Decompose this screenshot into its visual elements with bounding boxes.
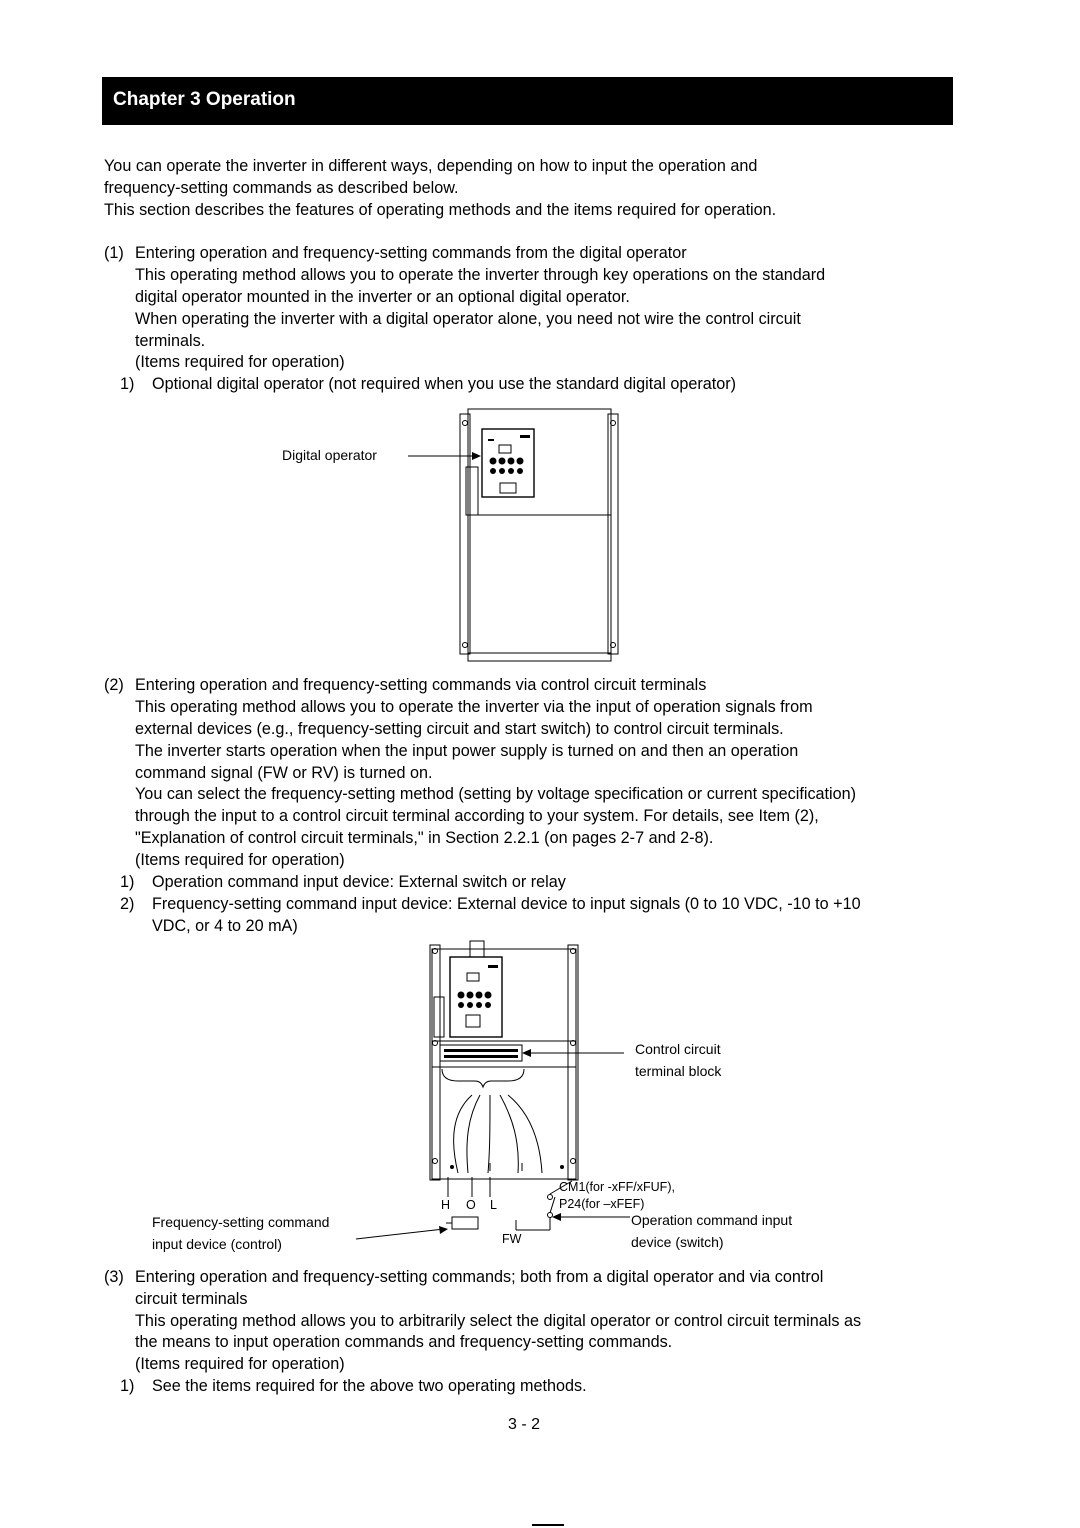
digital-operator-label: Digital operator <box>282 447 377 463</box>
op-device-label-2: device (switch) <box>631 1234 724 1250</box>
fw-label: FW <box>502 1232 522 1246</box>
cm1-label: CM1(for -xFF/xFUF), <box>559 1180 675 1194</box>
section3-items-label: (Items required for operation) <box>135 1355 345 1373</box>
section1-paragraph-line: terminals. <box>135 332 206 350</box>
terminal-o-label: O <box>466 1198 476 1212</box>
op-device-label-1: Operation command input <box>631 1212 793 1228</box>
section1-paragraph-line: When operating the inverter with a digital operator alone, you need not wire the control circuit <box>135 310 801 328</box>
page-number: 3 - 2 <box>508 1416 541 1433</box>
section2-paragraph-line: command signal (FW or RV) is turned on. <box>135 764 433 782</box>
intro-line-3: This section describes the features of operating methods and the items required for operation. <box>104 201 777 219</box>
section2-number: (2) <box>104 676 124 694</box>
chapter-banner <box>102 77 953 125</box>
freq-device-label-2: input device (control) <box>152 1236 282 1252</box>
section2-item2-number: 2) <box>120 895 135 913</box>
section1-heading: Entering operation and frequency-setting commands from the digital operator <box>135 244 687 262</box>
bottom-rule <box>532 1524 564 1526</box>
section3-item1-number: 1) <box>120 1377 135 1395</box>
terminal-l-label: L <box>490 1198 497 1212</box>
section1-paragraph-line: This operating method allows you to operate the inverter through key operations on the standard <box>135 266 826 284</box>
inverter-figure-2 <box>340 935 760 1255</box>
section3-paragraph-line: This operating method allows you to arbitrarily select the digital operator or control circuit terminals as <box>135 1312 862 1330</box>
section2-heading: Entering operation and frequency-setting commands via control circuit terminals <box>135 676 707 694</box>
section2-paragraph-line: through the input to a control circuit terminal according to your system. For details, see Item (2), <box>135 807 819 825</box>
intro-line-2: frequency-setting commands as described below. <box>104 179 459 197</box>
section1-paragraph-line: digital operator mounted in the inverter or an optional digital operator. <box>135 288 630 306</box>
section1-item1-number: 1) <box>120 375 135 393</box>
section3-number: (3) <box>104 1268 124 1286</box>
section2-item2-line-1: Frequency-setting command input device: External device to input signals (0 to 10 VDC, -10 to +10 <box>152 895 861 913</box>
section1-items-label: (Items required for operation) <box>135 353 345 371</box>
chapter-title: Chapter 3 Operation <box>113 89 296 110</box>
section2-paragraph-line: This operating method allows you to operate the inverter via the input of operation signals from <box>135 698 813 716</box>
intro-line-1: You can operate the inverter in different ways, depending on how to input the operation and <box>104 157 758 175</box>
section3-heading-line-2: circuit terminals <box>135 1290 248 1308</box>
section1-number: (1) <box>104 244 124 262</box>
terminal-block-label-1: Control circuit <box>635 1041 721 1057</box>
section2-paragraph-line: external devices (e.g., frequency-setting circuit and start switch) to control circuit terminals. <box>135 720 784 738</box>
section2-items-label: (Items required for operation) <box>135 851 345 869</box>
terminal-h-label: H <box>441 1198 451 1212</box>
inverter-figure-1 <box>380 405 640 675</box>
section2-item2-line-2: VDC, or 4 to 20 mA) <box>152 917 298 935</box>
p24-label: P24(for –xFEF) <box>559 1197 645 1211</box>
section3-item1: See the items required for the above two operating methods. <box>152 1377 587 1395</box>
section2-paragraph-line: You can select the frequency-setting method (setting by voltage specification or current specification) <box>135 785 857 803</box>
section2-item1-number: 1) <box>120 873 135 891</box>
terminal-block-label-2: terminal block <box>635 1063 722 1079</box>
section2-paragraph-line: The inverter starts operation when the input power supply is turned on and then an operation <box>135 742 799 760</box>
section2-item1: Operation command input device: External switch or relay <box>152 873 566 891</box>
section1-item1: Optional digital operator (not required when you use the standard digital operator) <box>152 375 737 393</box>
freq-device-label-1: Frequency-setting command <box>152 1214 330 1230</box>
section3-paragraph-line: the means to input operation commands and frequency-setting commands. <box>135 1333 673 1351</box>
section2-paragraph-line: "Explanation of control circuit terminals," in Section 2.2.1 (on pages 2-7 and 2-8). <box>135 829 714 847</box>
section3-heading-line-1: Entering operation and frequency-setting commands; both from a digital operator and via control <box>135 1268 824 1286</box>
